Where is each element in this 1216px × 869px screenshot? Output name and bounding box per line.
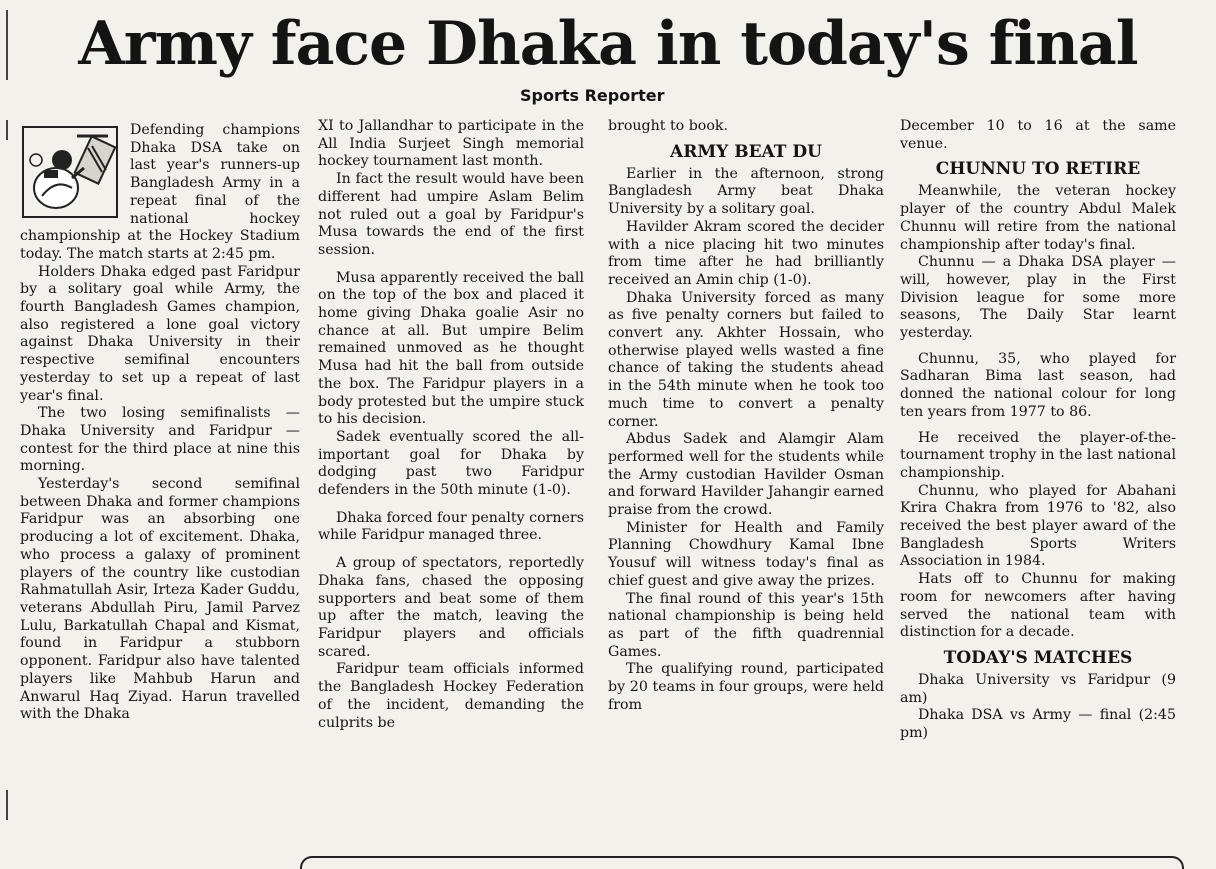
clipping-edge	[6, 120, 8, 140]
byline: Sports Reporter	[520, 86, 665, 105]
paragraph: Hats off to Chunnu for making room for newcomers after having served the national team with distinction for a decade.	[900, 571, 1176, 641]
subhead-chunnu-to-retire: CHUNNU TO RETIRE	[935, 159, 1141, 180]
bottom-border	[300, 856, 1184, 869]
paragraph: Dhaka University forced as many as five penalty corners but failed to convert any. Akhter Hossain, who otherwise played wells wasted a fine chance of taking the students ahead in the 54th minute when he took too much time to convert a penalty corner.	[608, 289, 884, 430]
paragraph: Meanwhile, the veteran hockey player of the country Abdul Malek Chunnu will retire from the national championship after today's final.	[900, 183, 1176, 253]
paragraph: Defending champions Dhaka DSA take on last year's runners-up Bangladesh Army in a repeat final of the national hockey championship at the Hockey Stadium today. The match starts at 2:45 pm.	[20, 122, 300, 262]
subhead-todays-matches: TODAY'S MATCHES	[943, 647, 1133, 668]
paragraph: Faridpur team officials informed the Bangladesh Hockey Federation of the incident, demanding the culprits be	[318, 661, 584, 731]
paragraph: Chunnu, who played for Abahani Krira Chakra from 1976 to '82, also received the best player award of the Bangladesh Sports Writers Association in 1984.	[900, 482, 1176, 570]
subhead-army-beat-du: ARMY BEAT DU	[670, 141, 822, 162]
paragraph: Abdus Sadek and Alamgir Alam performed well for the students while the Army custodian Havilder Osman and forward Havilder Jahangir earned praise from the crowd.	[608, 431, 884, 519]
paragraph: Chunnu — a Dhaka DSA player — will, however, play in the First Division league for some more seasons, The Daily Star learnt yesterday.	[900, 254, 1176, 342]
paragraph: Musa apparently received the ball on the top of the box and placed it home giving Dhaka goalie Asir no chance at all. But umpire Belim remained unmoved as he thought Musa had hit the ball from outside the box. The Faridpur players in a body protested but the umpire stuck to his decision.	[318, 269, 584, 428]
paragraph: XI to Jallandhar to participate in the All India Surjeet Singh memorial hockey tournament last month.	[318, 118, 584, 170]
paragraph: The qualifying round, participated by 20 teams in four groups, were held from	[608, 661, 884, 713]
paragraph: A group of spectators, reportedly Dhaka fans, chased the opposing supporters and beat some of them up after the match, leaving the Faridpur players and officials scared.	[318, 555, 584, 660]
headline: Army face Dhaka in today's final	[78, 9, 1138, 79]
paragraph: The two losing semifinalists — Dhaka University and Faridpur — contest for the third place at nine this morning.	[20, 405, 300, 475]
match-listing: Dhaka DSA vs Army — final (2:45 pm)	[900, 707, 1176, 742]
clipping-edge	[6, 790, 8, 820]
paragraph: Holders Dhaka edged past Faridpur by a solitary goal while Army, the fourth Bangladesh Games champion, also registered a lone goal victory against Dhaka University in their respective semifinal encounters yesterday to set up a repeat of last year's final.	[20, 263, 300, 404]
paragraph: Dhaka forced four penalty corners while Faridpur managed three.	[318, 509, 584, 544]
match-listing: Dhaka University vs Faridpur (9 am)	[900, 671, 1176, 706]
paragraph: Yesterday's second semifinal between Dhaka and former champions Faridpur was an absorbing one producing a lot of excitement. Dhaka, who process a galaxy of prominent players of the country like custodian Rahmatullah Asir, Irteza Kader Guddu, veterans Abdullah Piru, Jamil Parvez Lulu, Barkatullah Chapal and Kismat, found in Faridpur a stubborn opponent. Faridpur also have talented players like Mahbub Harun and Anwarul Haq Ziyad. Harun travelled with the Dhaka	[20, 476, 300, 723]
column-3	[608, 118, 884, 715]
paragraph: December 10 to 16 at the same venue.	[900, 118, 1176, 152]
paragraph: brought to book.	[608, 118, 728, 134]
paragraph: He received the player-of-the-tournament trophy in the last national championship.	[900, 429, 1176, 481]
paragraph: Havilder Akram scored the decider with a nice placing hit two minutes from time after he had brilliantly received an Amin chip (1-0).	[608, 218, 884, 288]
paragraph: Minister for Health and Family Planning Chowdhury Kamal Ibne Yousuf will witness today's final as chief guest and give away the prizes.	[608, 519, 884, 589]
column-1	[20, 122, 300, 724]
paragraph: Chunnu, 35, who played for Sadharan Bima last season, had donned the national colour for long ten years from 1977 to 86.	[900, 350, 1176, 420]
paragraph: Sadek eventually scored the all-important goal for Dhaka by dodging past two Faridpur defenders in the 50th minute (1-0).	[318, 428, 584, 499]
column-2	[318, 118, 584, 732]
hockey-player-icon	[22, 126, 118, 218]
column-4	[900, 118, 1176, 743]
paragraph: In fact the result would have been different had umpire Aslam Belim not ruled out a goal by Faridpur's Musa towards the end of the first session.	[318, 171, 584, 258]
paragraph: Earlier in the afternoon, strong Bangladesh Army beat Dhaka University by a solitary goal.	[608, 165, 884, 218]
paragraph: The final round of this year's 15th national championship is being held as part of the fifth quadrennial Games.	[608, 590, 884, 660]
